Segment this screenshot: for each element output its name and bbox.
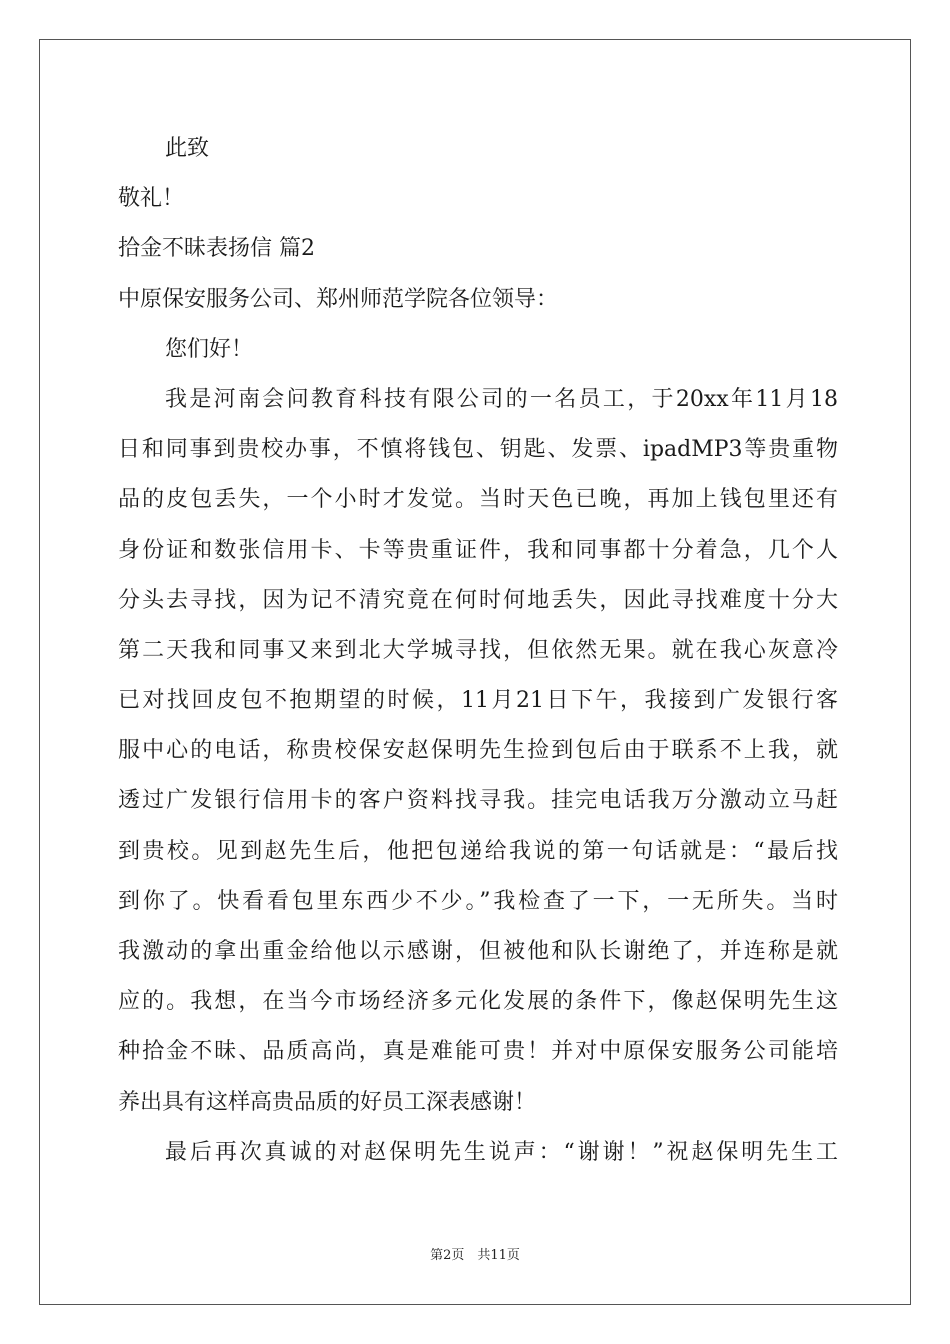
paragraph-line: 身份证和数张信用卡、卡等贵重证件，我和同事都十分着急，几个人 (118, 537, 838, 563)
paragraph-line: 日和同事到贵校办事，不慎将钱包、钥匙、发票、ipadMP3等贵重物 (118, 437, 838, 463)
paragraph-line: 透过广发银行信用卡的客户资料找寻我。挂完电话我万分激动立马赶 (118, 788, 838, 814)
paragraph-line: 到贵校。见到赵先生后，他把包递给我说的第一句话就是：“最后找 (118, 838, 838, 864)
recipient-line: 中原保安服务公司、郑州师范学院各位领导： (118, 286, 559, 312)
paragraph-line: 已对找回皮包不抱期望的时候，11月21日下午，我接到广发银行客 (118, 688, 838, 714)
paragraph-line: 我是河南会问教育科技有限公司的一名员工，于20xx年11月18 (165, 386, 838, 412)
paragraph-line: 应的。我想，在当今市场经济多元化发展的条件下，像赵保明先生这 (118, 989, 838, 1015)
paragraph-line: 我激动的拿出重金给他以示感谢，但被他和队长谢绝了，并连称是就 (118, 939, 838, 964)
greeting-line: 您们好！ (165, 336, 254, 362)
paragraph-line: 种拾金不昧、品质高尚，真是难能可贵！并对中原保安服务公司能培 (118, 1039, 838, 1065)
paragraph-line: 分头去寻找，因为记不清究竟在何时何地丢失，因此寻找难度十分大 (118, 587, 838, 613)
paragraph-line: 品的皮包丢失，一个小时才发觉。当时天色已晚，再加上钱包里还有 (118, 487, 838, 513)
closing-line: 此致 (165, 136, 210, 161)
paragraph-line: 最后再次真诚的对赵保明先生说声：“谢谢！”祝赵保明先生工 (165, 1139, 838, 1165)
letter-body (118, 129, 838, 1183)
closing-salutation: 敬礼！ (118, 186, 185, 212)
paragraph-line: 养出具有这样高贵品质的好员工深表感谢！ (118, 1089, 537, 1115)
paragraph-line: 服中心的电话，称贵校保安赵保明先生捡到包后由于联系不上我，就 (118, 738, 838, 764)
page-number: 第2页 共11页 (430, 1248, 520, 1263)
paragraph-line: 第二天我和同事又来到北大学城寻找，但依然无果。就在我心灰意冷 (118, 637, 838, 663)
paragraph-line: 到你了。快看看包里东西少不少。”我检查了一下，一无所失。当时 (118, 888, 838, 914)
section-title: 拾金不昧表扬信 篇2 (118, 236, 315, 262)
